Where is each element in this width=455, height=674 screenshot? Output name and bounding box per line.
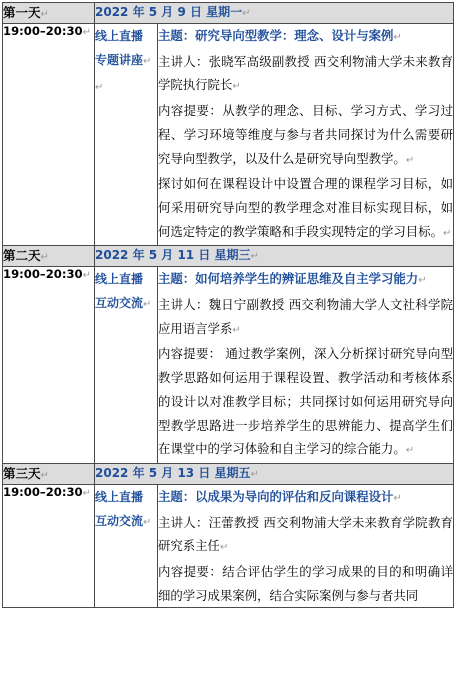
session-speaker: 主讲人：魏日宁副教授 西交利物浦大学人文社科学院应用语言学系↵: [158, 297, 453, 336]
day-date: 2022 年 5 月 11 日 星期三↵: [95, 246, 454, 267]
session-row: [3, 484, 454, 608]
session-mode: 线上直播 互动交流↵: [95, 267, 158, 464]
day-date: 2022 年 5 月 13 日 星期五↵: [95, 463, 454, 484]
session-summary: 内容提要：结合评估学生的学习成果的目的和明确详细的学习成果案例，结合实际案例与参与者共同: [158, 564, 453, 603]
session-row: [3, 267, 454, 464]
day-date: 2022 年 5 月 9 日 星期一↵: [95, 3, 454, 24]
session-row: [3, 24, 454, 246]
session-speaker: 主讲人：张晓军高级副教授 西交利物浦大学未来教育学院执行院长↵: [158, 53, 453, 93]
schedule-table: [2, 2, 454, 608]
day-label: 第一天↵: [3, 3, 95, 24]
session-time: 19:00–20:30↵: [3, 484, 95, 608]
session-topic: 主题：以成果为导向的评估和反向课程设计↵: [158, 488, 402, 504]
session-speaker: 主讲人：汪蕾教授 西交利物浦大学未来教育学院教育研究系主任↵: [158, 514, 453, 554]
session-time: 19:00–20:30↵: [3, 267, 95, 464]
session-summary: 内容提要：从教学的理念、目标、学习方式、学习过程、学习环境等维度与参与者共同探讨为什么需要研究导向型教学，以及什么是研究导向型教学。↵: [158, 103, 453, 166]
session-topic: 主题：研究导向型教学：理念、设计与案例↵: [158, 28, 402, 43]
day-header-row: [3, 3, 454, 24]
session-content: [158, 484, 454, 608]
day-label: 第二天↵: [3, 246, 95, 267]
session-mode: 线上直播 专题讲座↵ ↵: [95, 24, 158, 246]
session-topic: 主题：如何培养学生的辨证思维及自主学习能力↵: [158, 271, 427, 287]
session-content: [158, 24, 454, 246]
session-time: 19:00–20:30↵: [3, 24, 95, 246]
session-mode: 线上直播 互动交流↵: [95, 484, 158, 608]
day-header-row: [3, 246, 454, 267]
session-summary-continued: 探讨如何在课程设计中设置合理的课程学习目标，如何采用研究导向型的教学理念对准目标实现目标，如何选定特定的教学策略和手段实现特定的学习目标。↵: [158, 176, 453, 239]
session-summary: 内容提要： 通过教学案例，深入分析探讨研究导向型教学思路如何运用于课程设置、教学活动和考核体系的设计以对准教学目标；共同探讨如何运用研究导向型教学思路进一步培养学生的思辨能力、提高学生们在课堂中的学习体验和自主学习的综合能力。↵: [158, 346, 453, 457]
day-label: 第三天↵: [3, 463, 95, 484]
session-content: [158, 267, 454, 464]
day-header-row: [3, 463, 454, 484]
